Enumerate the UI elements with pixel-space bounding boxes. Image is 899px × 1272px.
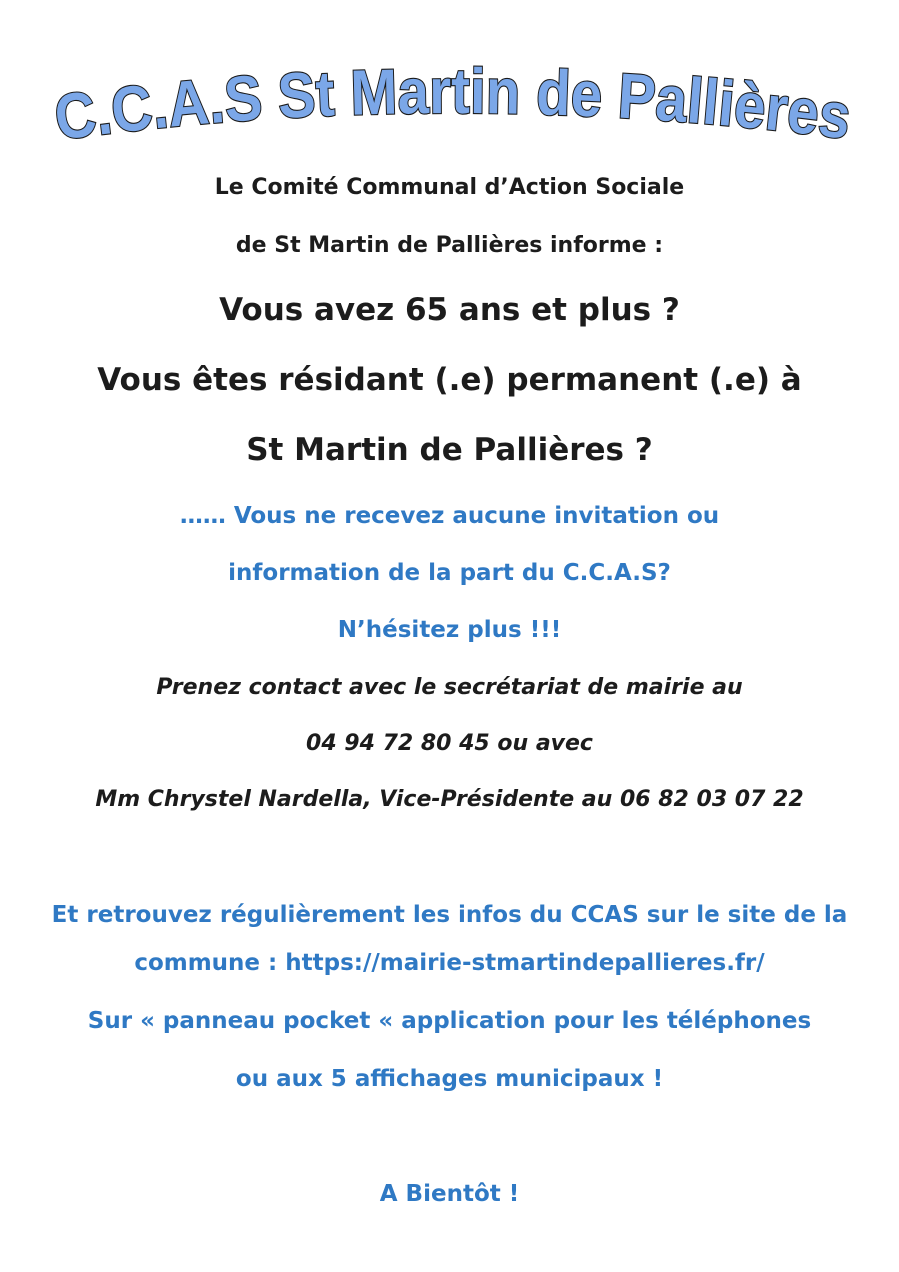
contact-phone-line: 04 94 72 80 45 ou avec [306, 731, 593, 756]
page-title [0, 28, 899, 168]
info-website-line: commune : https://mairie-stmartindepallieres.fr/ [134, 950, 765, 976]
info-line-1: Et retrouvez régulièrement les infos du CCAS sur le site de la [51, 902, 848, 928]
intro-line-2: de St Martin de Pallières informe : [235, 233, 664, 258]
question-line-2: Vous êtes résidant (.e) permanent (.e) à [97, 362, 802, 398]
intro-line-1: Le Comité Communal d’Action Sociale [214, 175, 685, 200]
info-line-3: Sur « panneau pocket « application pour les téléphones [87, 1008, 812, 1034]
question-line-3: St Martin de Pallières ? [246, 432, 653, 468]
contact-line-1: Prenez contact avec le secrétariat de mairie au [156, 675, 743, 700]
invitation-line-1: …… Vous ne recevez aucune invitation ou [179, 503, 720, 529]
title-wordart [0, 28, 899, 168]
contact-vice-president-line: Mm Chrystel Nardella, Vice-Présidente au 06 82 03 07 22 [95, 787, 804, 812]
title-text: C.C.A.S St Martin de Pallières [50, 54, 860, 154]
info-line-4: ou aux 5 affichages municipaux ! [235, 1066, 664, 1092]
invitation-line-3: N’hésitez plus !!! [337, 617, 562, 643]
closing-text: A Bientôt ! [379, 1181, 520, 1207]
svg-text:C.C.A.S St Martin de Pallières [50, 54, 860, 154]
question-line-1: Vous avez 65 ans et plus ? [219, 292, 680, 328]
invitation-line-2: information de la part du C.C.A.S? [228, 560, 671, 586]
